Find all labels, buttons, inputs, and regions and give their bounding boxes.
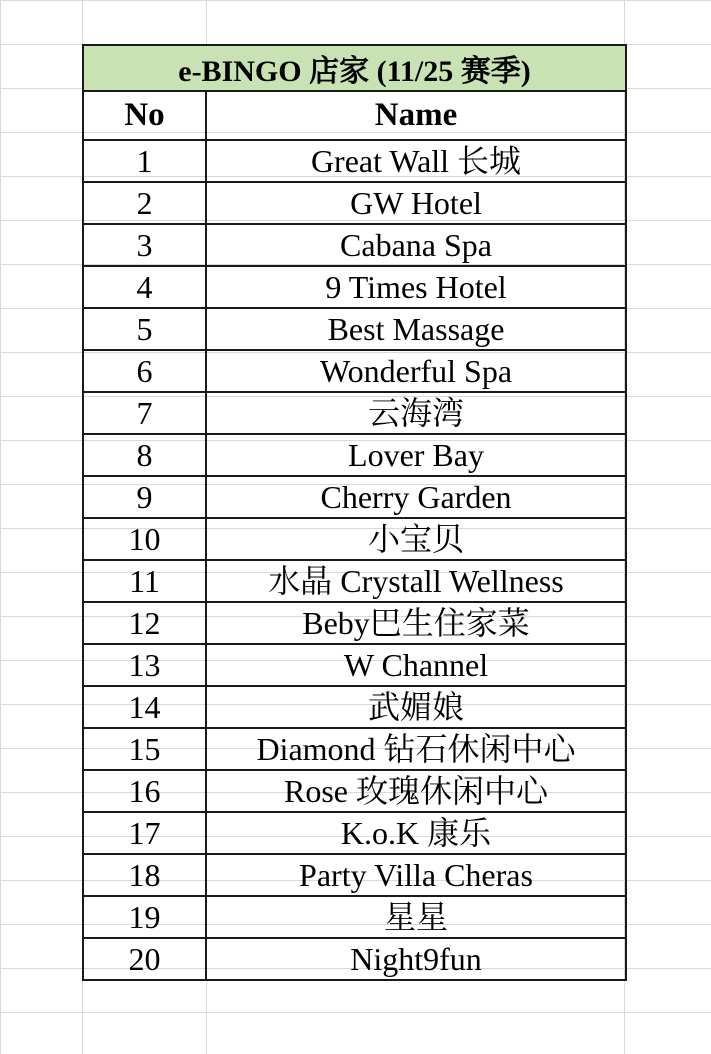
header-name-cell[interactable]: Name [206, 91, 626, 140]
table-row [83, 392, 626, 434]
row-no-cell[interactable]: 3 [83, 224, 206, 266]
table-row [83, 938, 626, 980]
row-name-cell[interactable]: Beby巴生住家菜 [206, 602, 626, 644]
row-name-cell[interactable]: 武媚娘 [206, 686, 626, 728]
table-row [83, 854, 626, 896]
table-row [83, 686, 626, 728]
row-no-cell[interactable]: 13 [83, 644, 206, 686]
row-no-cell[interactable]: 14 [83, 686, 206, 728]
table-row [83, 770, 626, 812]
table-row [83, 308, 626, 350]
row-name-cell[interactable]: 星星 [206, 896, 626, 938]
row-no-cell[interactable]: 11 [83, 560, 206, 602]
row-name-cell[interactable]: 水晶 Crystall Wellness [206, 560, 626, 602]
row-name-cell[interactable]: Cherry Garden [206, 476, 626, 518]
table-row [83, 140, 626, 182]
table-row [83, 644, 626, 686]
table-row [83, 896, 626, 938]
row-no-cell[interactable]: 4 [83, 266, 206, 308]
table-row [83, 602, 626, 644]
row-no-cell[interactable]: 5 [83, 308, 206, 350]
row-name-cell[interactable]: 小宝贝 [206, 518, 626, 560]
table-row [83, 224, 626, 266]
row-no-cell[interactable]: 6 [83, 350, 206, 392]
row-no-cell[interactable]: 18 [83, 854, 206, 896]
row-name-cell[interactable]: GW Hotel [206, 182, 626, 224]
table-row [83, 728, 626, 770]
table-row [83, 434, 626, 476]
row-no-cell[interactable]: 19 [83, 896, 206, 938]
row-name-cell[interactable]: 云海湾 [206, 392, 626, 434]
row-name-cell[interactable]: Rose 玫瑰休闲中心 [206, 770, 626, 812]
row-name-cell[interactable]: W Channel [206, 644, 626, 686]
table-row [83, 182, 626, 224]
table-row [83, 266, 626, 308]
row-name-cell[interactable]: Lover Bay [206, 434, 626, 476]
row-no-cell[interactable]: 15 [83, 728, 206, 770]
table-row [83, 518, 626, 560]
header-no-cell[interactable]: No [83, 91, 206, 140]
table-row [83, 476, 626, 518]
table-row [83, 812, 626, 854]
row-no-cell[interactable]: 10 [83, 518, 206, 560]
row-no-cell[interactable]: 12 [83, 602, 206, 644]
row-no-cell[interactable]: 7 [83, 392, 206, 434]
bingo-shop-table [82, 44, 627, 981]
row-no-cell[interactable]: 8 [83, 434, 206, 476]
row-name-cell[interactable]: Night9fun [206, 938, 626, 980]
row-name-cell[interactable]: Best Massage [206, 308, 626, 350]
row-name-cell[interactable]: 9 Times Hotel [206, 266, 626, 308]
table-row [83, 350, 626, 392]
row-no-cell[interactable]: 9 [83, 476, 206, 518]
row-name-cell[interactable]: Party Villa Cheras [206, 854, 626, 896]
row-name-cell[interactable]: Cabana Spa [206, 224, 626, 266]
row-no-cell[interactable]: 2 [83, 182, 206, 224]
row-no-cell[interactable]: 16 [83, 770, 206, 812]
table-title-cell[interactable]: e-BINGO 店家 (11/25 赛季) [83, 45, 626, 91]
row-name-cell[interactable]: Great Wall 长城 [206, 140, 626, 182]
row-name-cell[interactable]: K.o.K 康乐 [206, 812, 626, 854]
table-row [83, 560, 626, 602]
row-no-cell[interactable]: 17 [83, 812, 206, 854]
row-no-cell[interactable]: 20 [83, 938, 206, 980]
row-name-cell[interactable]: Diamond 钻石休闲中心 [206, 728, 626, 770]
row-name-cell[interactable]: Wonderful Spa [206, 350, 626, 392]
row-no-cell[interactable]: 1 [83, 140, 206, 182]
